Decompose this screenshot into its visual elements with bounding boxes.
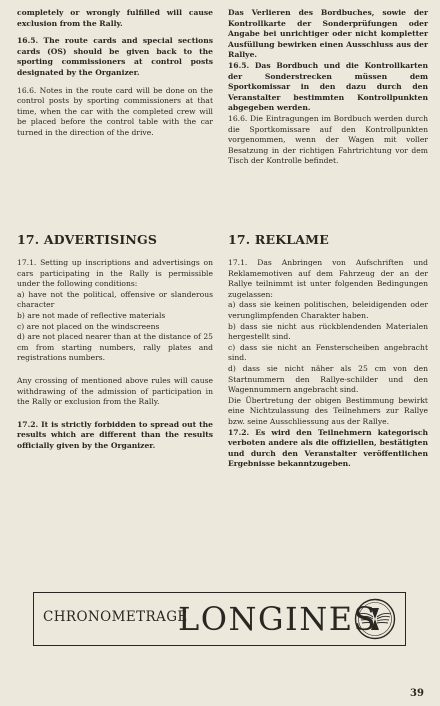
right-text: Das Verlieren des Bordbuches, sowie der Kontrollkarte der Sonderprüfungen oder Angabe bei unrichtiger oder nicht kompletter Ausfüllung bewirken einen Ausschluss aus der Rallye. bbox=[228, 8, 428, 60]
section-heading-german: 17. REKLAME bbox=[228, 232, 329, 247]
right-paragraph: 17.2. Es wird den Teilnehmern kategorisch verboten andere als die offiziellen, bestätigten und durch den Veranstalter veröffentlichen Ergebnisse bekanntzugeben. bbox=[228, 427, 428, 469]
right-paragraph: 16.6. Die Eintragungen im Bordbuch werden durch die Sportkomissare auf den Kontrollpunkten vorgenommen, wenn der Wagen mit voller Besatzung in der richtigen Fahrtrichtung vor dem Tisch der Kontrolle befindet. bbox=[228, 113, 428, 166]
left-paragraph: 16.6. Notes in the route card will be done on the control posts by sporting commissioners at that time, when the car with the completed crew will be placed before the control table with the car turned in the direction of the drive. bbox=[17, 85, 213, 137]
left-paragraph: d) are not placed nearer than at the distance of 25 cm from starting numbers, rally plates and registrations numbers. bbox=[17, 332, 213, 363]
page-number: 39 bbox=[410, 688, 424, 699]
right-paragraph: a) dass sie keinen politischen, beleidigenden oder verunglimpfenden Charakter haben. bbox=[228, 300, 428, 320]
left-paragraph: a) have not the political, offensive or slanderous character bbox=[17, 289, 213, 310]
right-paragraph: Die Übertretung der obigen Bestimmung bewirkt eine Nichtzulassung des Teilnehmers zur Rallye bzw. seine Ausschliessung aus der Rallye. bbox=[228, 395, 428, 426]
left-paragraph: b) are not made of reflective materials bbox=[17, 310, 166, 320]
right-column-top bbox=[228, 8, 428, 167]
right-paragraph bbox=[228, 8, 428, 61]
left-column-section bbox=[17, 258, 213, 452]
right-column-section bbox=[228, 258, 428, 470]
left-paragraph: completely or wrongly fulfilled will cause exclusion from the Rally. bbox=[17, 8, 213, 28]
left-column-top bbox=[17, 8, 213, 146]
section-heading-english: 17. ADVERTISINGS bbox=[17, 232, 158, 247]
right-paragraph: 17.1. Das Anbringen von Aufschriften und Reklamemotiven auf dem Fahrzeug der an der Rallye teilnimmt ist unter folgenden Bedingungen zugelassen: bbox=[228, 258, 428, 299]
left-paragraph: c) are not placed on the windscreens bbox=[17, 321, 160, 331]
left-paragraph: 17.2. It is strictly forbidden to spread out the results which are different than the results officially given by the Organizer. bbox=[17, 419, 213, 450]
longines-winged-hourglass-icon bbox=[354, 598, 396, 640]
left-paragraph: 16.5. The route cards and special sections cards (OS) should be given back to the sporting commissioners at control posts designated by the Organizer. bbox=[17, 36, 213, 77]
right-paragraph: b) dass sie nicht aus rückblendenden Materialen hergestellt sind. bbox=[228, 321, 428, 342]
left-paragraph: Any crossing of mentioned above rules will cause withdrawing of the admission of participation in the Rally or exclusion from the Rally. bbox=[17, 375, 213, 407]
longines-advertisement bbox=[33, 592, 406, 646]
right-paragraph: c) dass sie nicht an Fensterscheiben angebracht sind. bbox=[228, 342, 428, 363]
ad-chronometrage-text: CHRONOMETRAGE bbox=[43, 609, 188, 625]
left-paragraph: 17.1. Setting up inscriptions and advertisings on cars participating in the Rally is permissible under the following conditions: bbox=[17, 258, 213, 289]
right-paragraph: d) dass sie nicht näher als 25 cm von den Startnummern den Rallye-schilder und den Wagennummern angebracht sind. bbox=[228, 363, 428, 395]
right-paragraph: 16.5. Das Bordbuch und die Kontrollkarten der Sonderstrecken müssen dem Sportkomissar in den dazu durch den Veranstalter bestimmten Kontrollpunkten abgegeben werden. bbox=[228, 60, 428, 113]
ad-brand-name: LONGINES bbox=[178, 600, 377, 638]
